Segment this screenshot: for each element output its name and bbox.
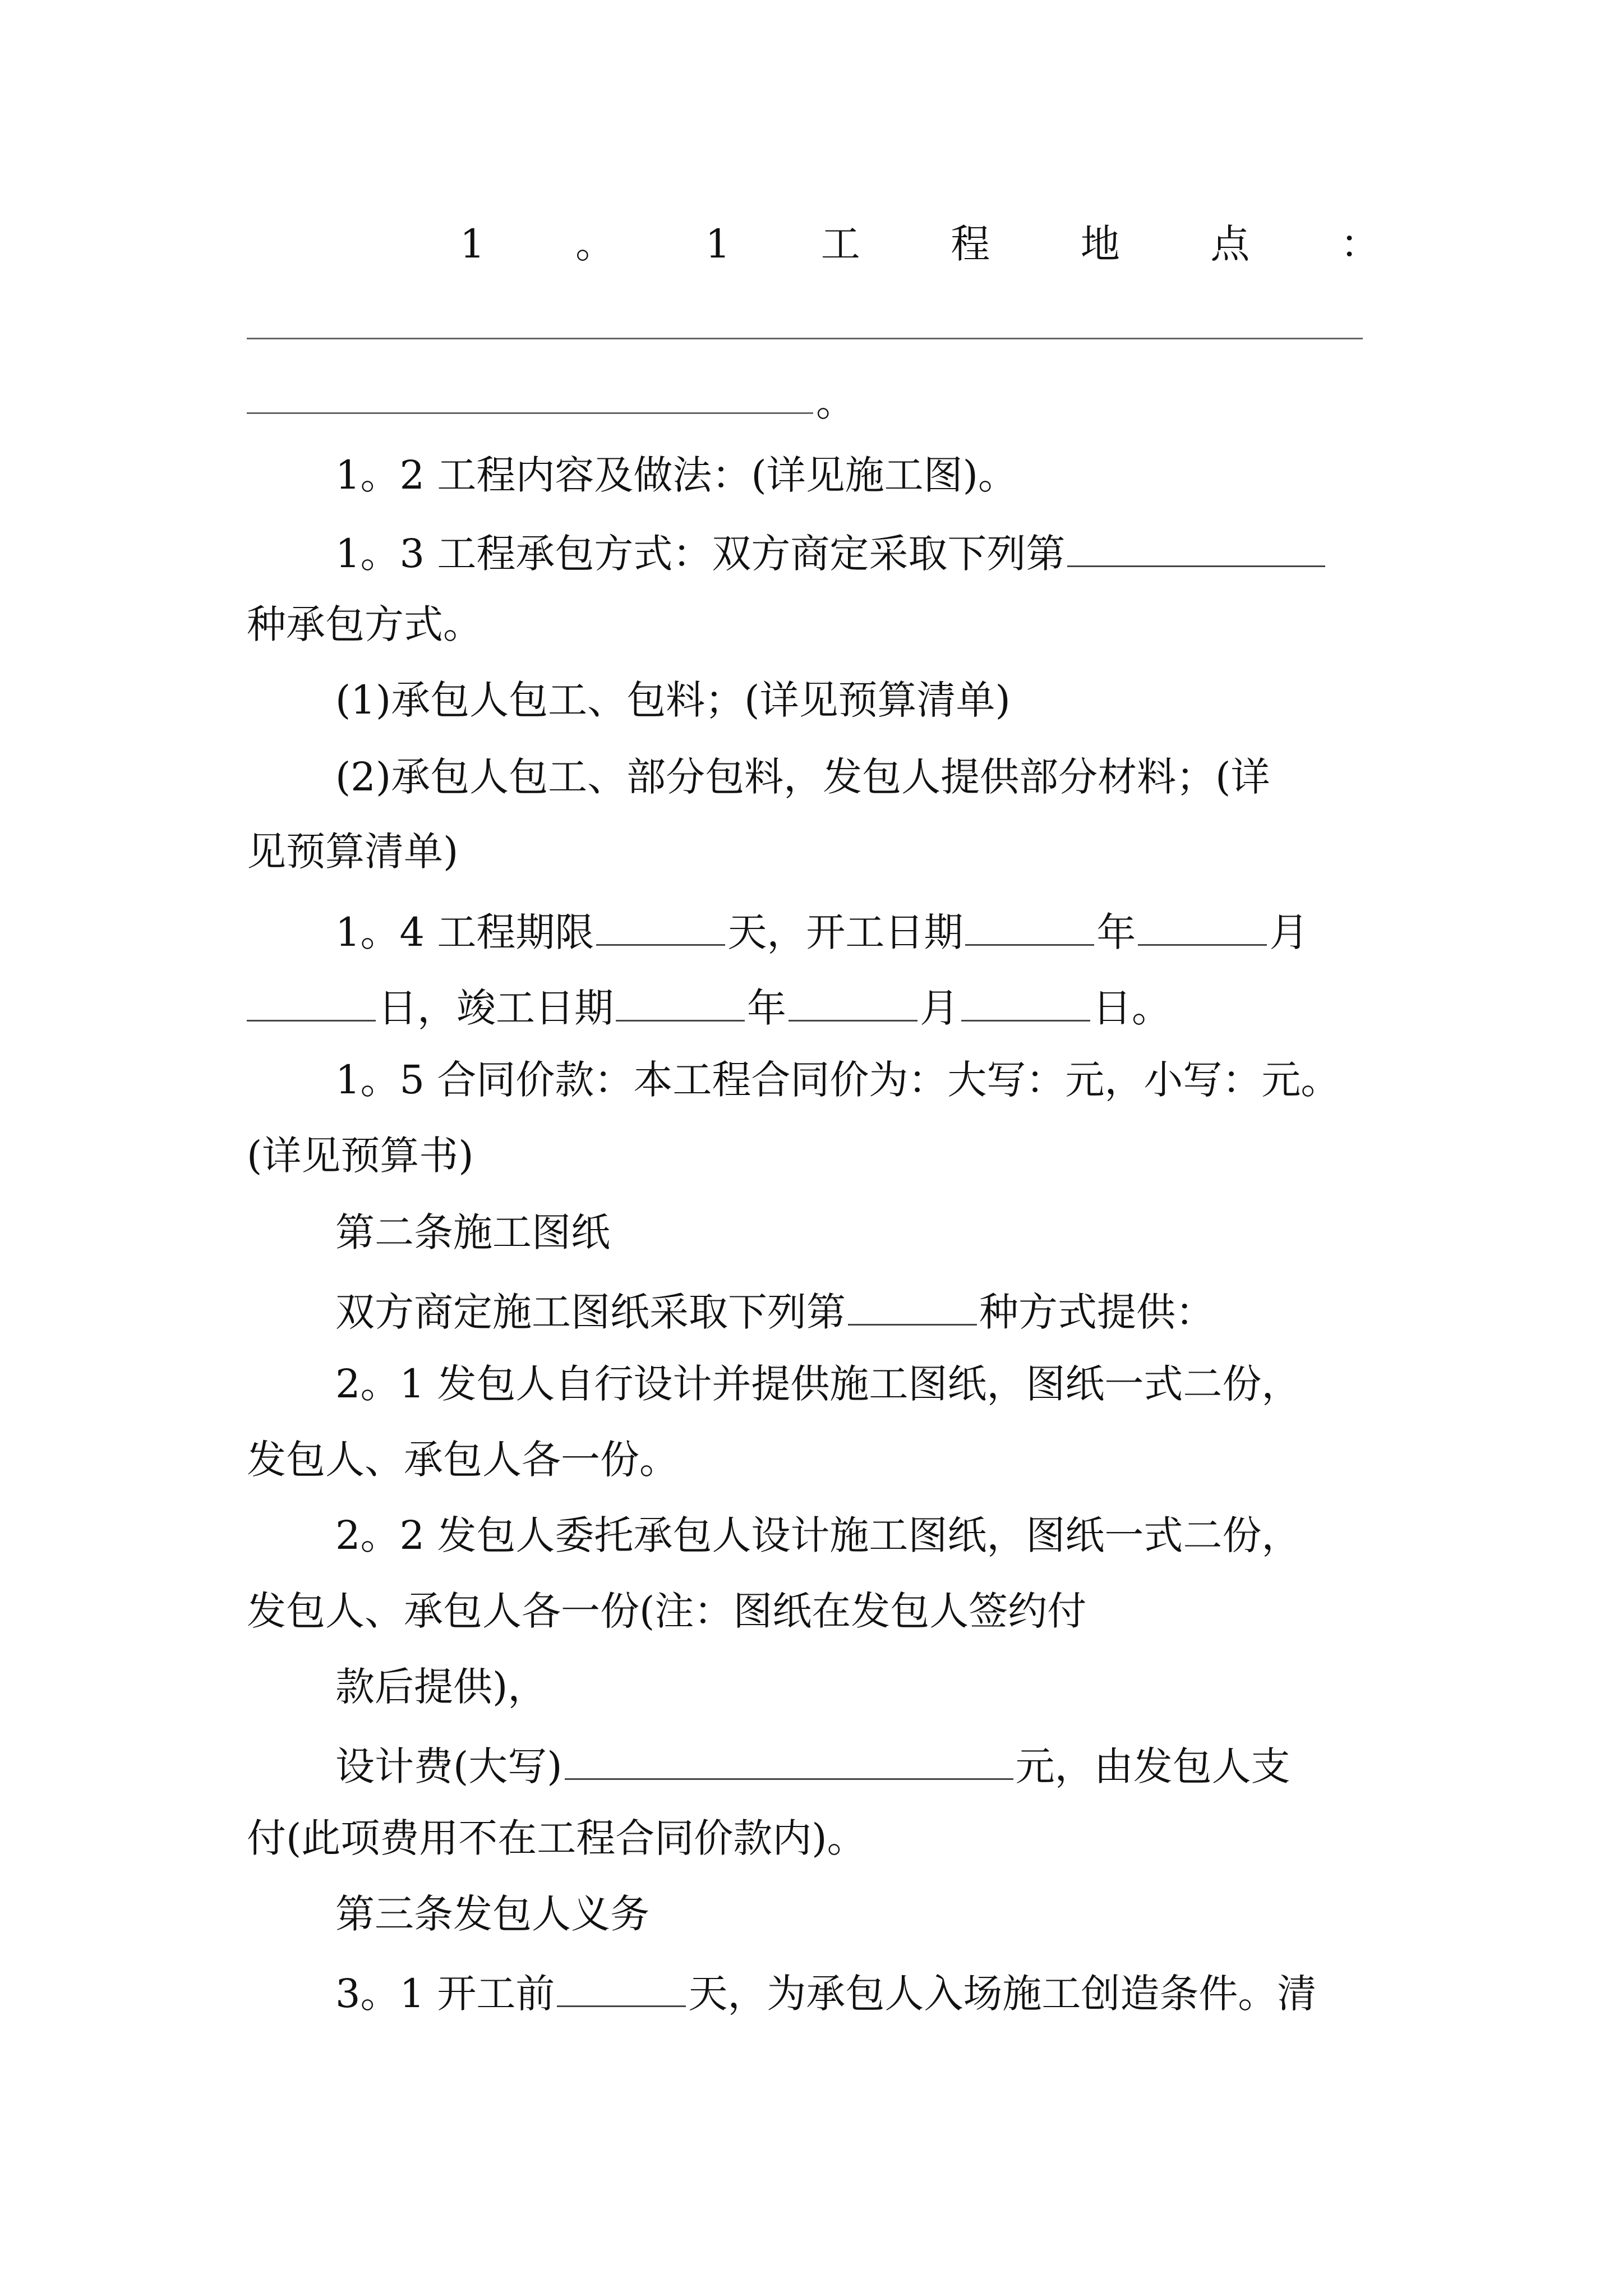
clause-1-3 bbox=[0, 530, 1623, 577]
clause-text: 元，由发包人支 bbox=[1015, 1743, 1290, 1789]
clause-1-5: 1。5 合同价款：本工程合同价为：大写：元，小写：元。 bbox=[335, 1057, 1340, 1103]
clause-text: 天，为承包人入场施工创造条件。清 bbox=[688, 1971, 1317, 2017]
blank-field bbox=[247, 984, 376, 1022]
clause-text: 1。3 工程承包方式：双方商定采取下列第 bbox=[335, 531, 1066, 577]
blank-field bbox=[565, 1743, 1013, 1780]
clause-2-2-cont: 发包人、承包人各一份(注：图纸在发包人签约付 bbox=[247, 1588, 1087, 1634]
option-2-cont: 见预算清单) bbox=[247, 829, 459, 875]
clause-text: 设计费(大写) bbox=[335, 1743, 562, 1789]
heading-char: 1 bbox=[460, 221, 485, 267]
clause-2-1-cont: 发包人、承包人各一份。 bbox=[247, 1437, 679, 1483]
heading-char: 1 bbox=[705, 221, 731, 267]
design-fee bbox=[0, 1743, 1623, 1789]
clause-3-1 bbox=[0, 1970, 1623, 2017]
blank-field bbox=[961, 984, 1090, 1022]
clause-text: 种方式提供： bbox=[979, 1289, 1215, 1335]
clause-text: 日。 bbox=[1092, 985, 1171, 1031]
clause-1-2: 1。2 工程内容及做法：(详见施工图)。 bbox=[335, 452, 1017, 498]
clause-text: 双方商定施工图纸采取下列第 bbox=[335, 1289, 846, 1335]
heading-char: 。 bbox=[575, 221, 615, 267]
clause-text: 月 bbox=[1269, 909, 1309, 955]
blank-field bbox=[789, 984, 917, 1022]
clause-1-5-cont: (详见预算书) bbox=[247, 1133, 474, 1179]
design-fee-cont: 付(此项费用不在工程合同价款内)。 bbox=[247, 1815, 866, 1861]
clause-text: 日，竣工日期 bbox=[378, 985, 614, 1031]
clause-text: 年 bbox=[1096, 909, 1136, 955]
blank-field bbox=[1067, 530, 1325, 567]
article-3-title: 第三条发包人义务 bbox=[335, 1891, 649, 1937]
heading-char: 工 bbox=[820, 221, 860, 267]
clause-1-3-cont: 种承包方式。 bbox=[247, 601, 482, 647]
clause-text: 3。1 开工前 bbox=[335, 1971, 555, 2017]
site-address-end: 。 bbox=[816, 379, 855, 425]
clause-2-2-cont2: 款后提供)， bbox=[335, 1664, 547, 1710]
article-2-title: 第二条施工图纸 bbox=[335, 1209, 610, 1255]
clause-text: 月 bbox=[920, 985, 959, 1031]
site-address-blank-line bbox=[247, 412, 813, 414]
heading-char: 点 bbox=[1210, 221, 1250, 267]
clause-text: 天，开工日期 bbox=[727, 909, 963, 955]
heading-char: 地 bbox=[1080, 221, 1120, 267]
clause-text: 年 bbox=[747, 985, 786, 1031]
option-2: (2)承包人包工、部分包料，发包人提供部分材料；(详 bbox=[335, 754, 1270, 800]
clause-1-4 bbox=[0, 909, 1623, 955]
article-2-intro bbox=[0, 1289, 1623, 1335]
blank-field bbox=[1138, 909, 1267, 946]
blank-field bbox=[557, 1970, 686, 2007]
clause-2-2: 2。2 发包人委托承包人设计施工图纸，图纸一式二份， bbox=[335, 1512, 1301, 1558]
heading-char: 程 bbox=[951, 221, 990, 267]
blank-field bbox=[616, 984, 745, 1022]
option-1: (1)承包人包工、包料；(详见预算清单) bbox=[335, 677, 1011, 723]
blank-field bbox=[596, 909, 725, 946]
site-address-blank-line bbox=[247, 338, 1363, 339]
blank-field bbox=[965, 909, 1094, 946]
heading-char: ： bbox=[1340, 221, 1380, 267]
clause-2-1: 2。1 发包人自行设计并提供施工图纸，图纸一式二份， bbox=[335, 1361, 1301, 1407]
blank-field bbox=[848, 1289, 977, 1326]
clause-1-4-cont bbox=[0, 984, 1623, 1031]
site-heading bbox=[460, 221, 1380, 267]
clause-text: 1。4 工程期限 bbox=[335, 909, 594, 955]
